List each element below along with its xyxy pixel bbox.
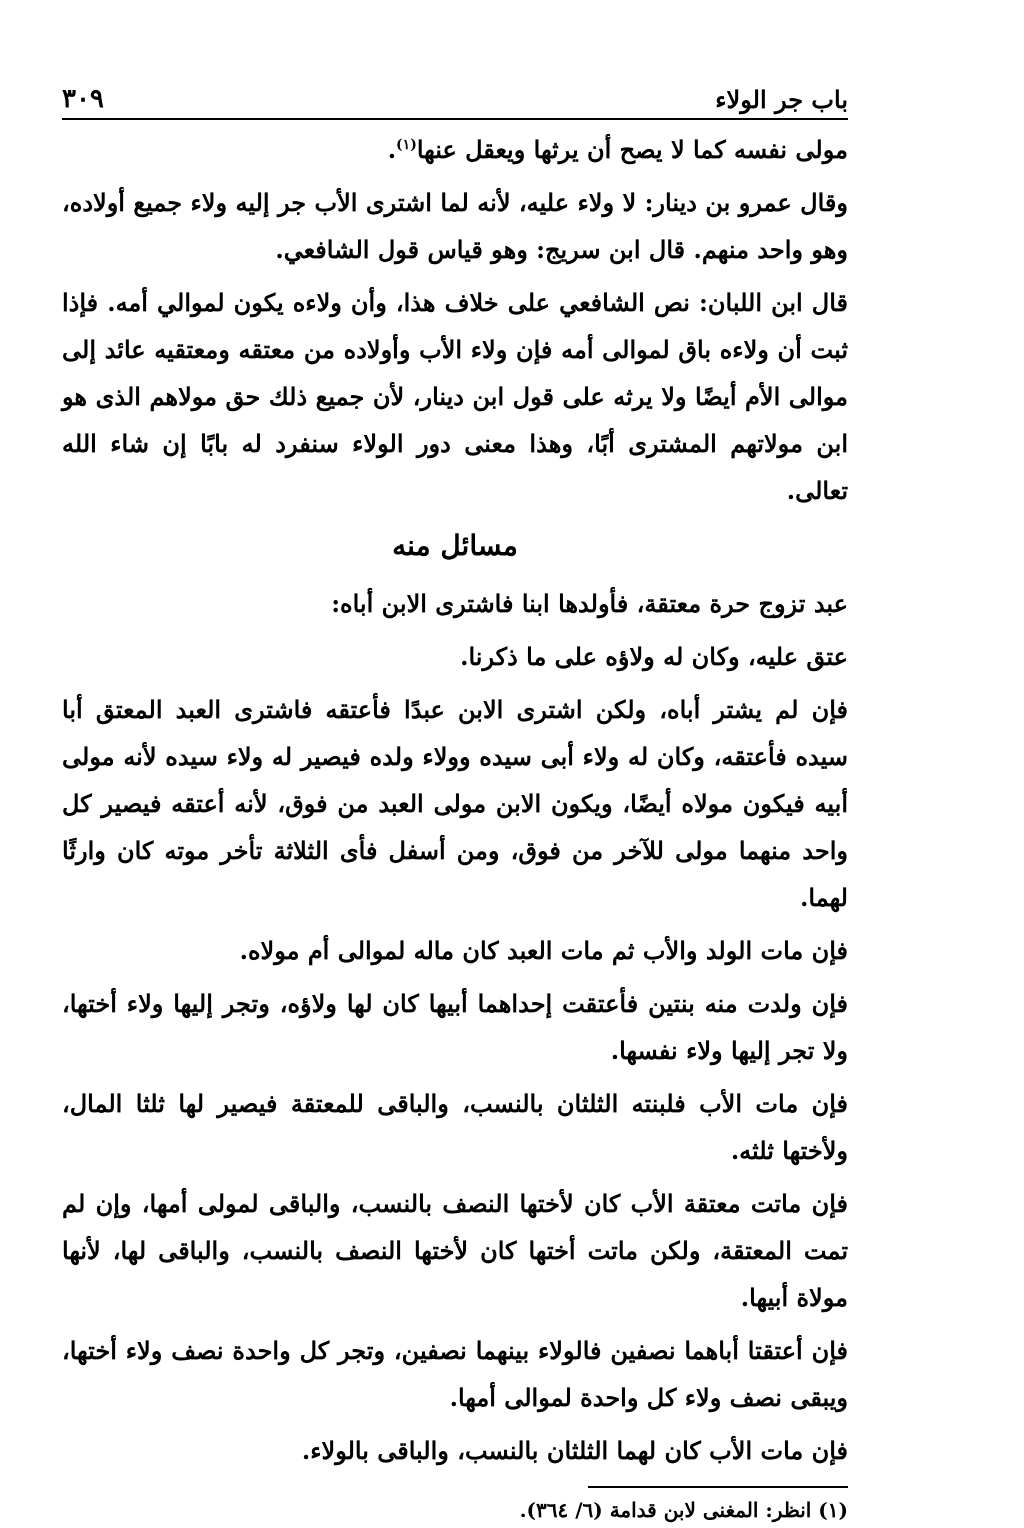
paragraph-2: وقال عمرو بن دينار: لا ولاء عليه، لأنه لما اشترى الأب جر إليه ولاء جميع أولاده، وهو واحد منهم. قال ابن سريج: وهو قياس قول الشافعي.	[62, 188, 848, 264]
page-header	[62, 70, 848, 120]
section-heading: مسائل منه	[392, 529, 518, 562]
paragraph-1-text: مولى نفسه كما لا يصح أن يرثها ويعقل عنها	[416, 135, 848, 164]
body-text	[62, 126, 848, 1474]
paragraph-1-end: .	[387, 135, 397, 164]
footnote: (١) انظر: المغنى لابن قدامة (٦/ ٣٦٤).	[519, 1498, 848, 1522]
paragraph-6: فإن لم يشتر أباه، ولكن اشترى الابن عبدًا فأعتقه فاشترى العبد المعتق أبا سيده فأعتقه، وكان له ولاء أبى سيده وولاء ولده فيصير له ولاء سيده لأنه مولى أبيه فيكون مولاه أيضًا، ويكون الابن مولى العبد من فوق، لأنه أعتقه فيصير كل واحد منهما مولى للآخر من فوق، ومن أسفل فأى الثلاثة تأخر موته كان وارثًا لهما.	[62, 695, 848, 912]
paragraph-11: فإن أعتقتا أباهما نصفين فالولاء بينهما نصفين، وتجر كل واحدة نصف ولاء أختها، ويبقى نصف ولاء كل واحدة لموالى أمها.	[62, 1336, 848, 1412]
paragraph-7: فإن مات الولد والأب ثم مات العبد كان ماله لموالى أم مولاه.	[239, 936, 848, 965]
paragraph-3: قال ابن اللبان: نص الشافعي على خلاف هذا، وأن ولاءه يكون لموالي أمه. فإذا ثبت أن ولاءه باق لموالى أمه فإن ولاء الأب وأولاده من معتقه ومعتقيه عائد إلى موالى الأم أيضًا ولا يرثه على قول ابن دينار، لأن جميع ذلك حق مولاهم الذى هو ابن مولاتهم المشترى أبًا، وهذا معنى دور الولاء سنفرد له بابًا إن شاء الله تعالى.	[62, 288, 849, 505]
footnote-marker: (١)	[396, 137, 417, 153]
chapter-title: باب جر الولاء	[715, 85, 848, 114]
paragraph-10: فإن ماتت معتقة الأب كان لأختها النصف بالنسب، والباقى لمولى أمها، وإن لم تمت المعتقة، ولكن ماتت أختها كان لأختها النصف بالنسب، والباقى لها، لأنها مولاة أبيها.	[62, 1189, 848, 1312]
paragraph-4: عبد تزوج حرة معتقة، فأولدها ابنا فاشترى الابن أباه:	[331, 589, 848, 618]
document-page	[62, 70, 848, 1528]
paragraph-12: فإن مات الأب كان لهما الثلثان بالنسب، والباقى بالولاء.	[301, 1436, 848, 1465]
paragraph-8: فإن ولدت منه بنتين فأعتقت إحداهما أبيها كان لها ولاؤه، وتجر إليها ولاء أختها، ولا تجر إليها ولاء نفسها.	[62, 989, 848, 1065]
paragraph-1	[62, 126, 848, 173]
paragraph-9: فإن مات الأب فلبنته الثلثان بالنسب، والباقى للمعتقة فيصير لها ثلثا المال، ولأختها ثلثه.	[62, 1089, 848, 1165]
footnote-divider	[588, 1486, 848, 1488]
page-number: ٣٠٩	[62, 84, 104, 114]
paragraph-5: عتق عليه، وكان له ولاؤه على ما ذكرنا.	[460, 642, 848, 671]
